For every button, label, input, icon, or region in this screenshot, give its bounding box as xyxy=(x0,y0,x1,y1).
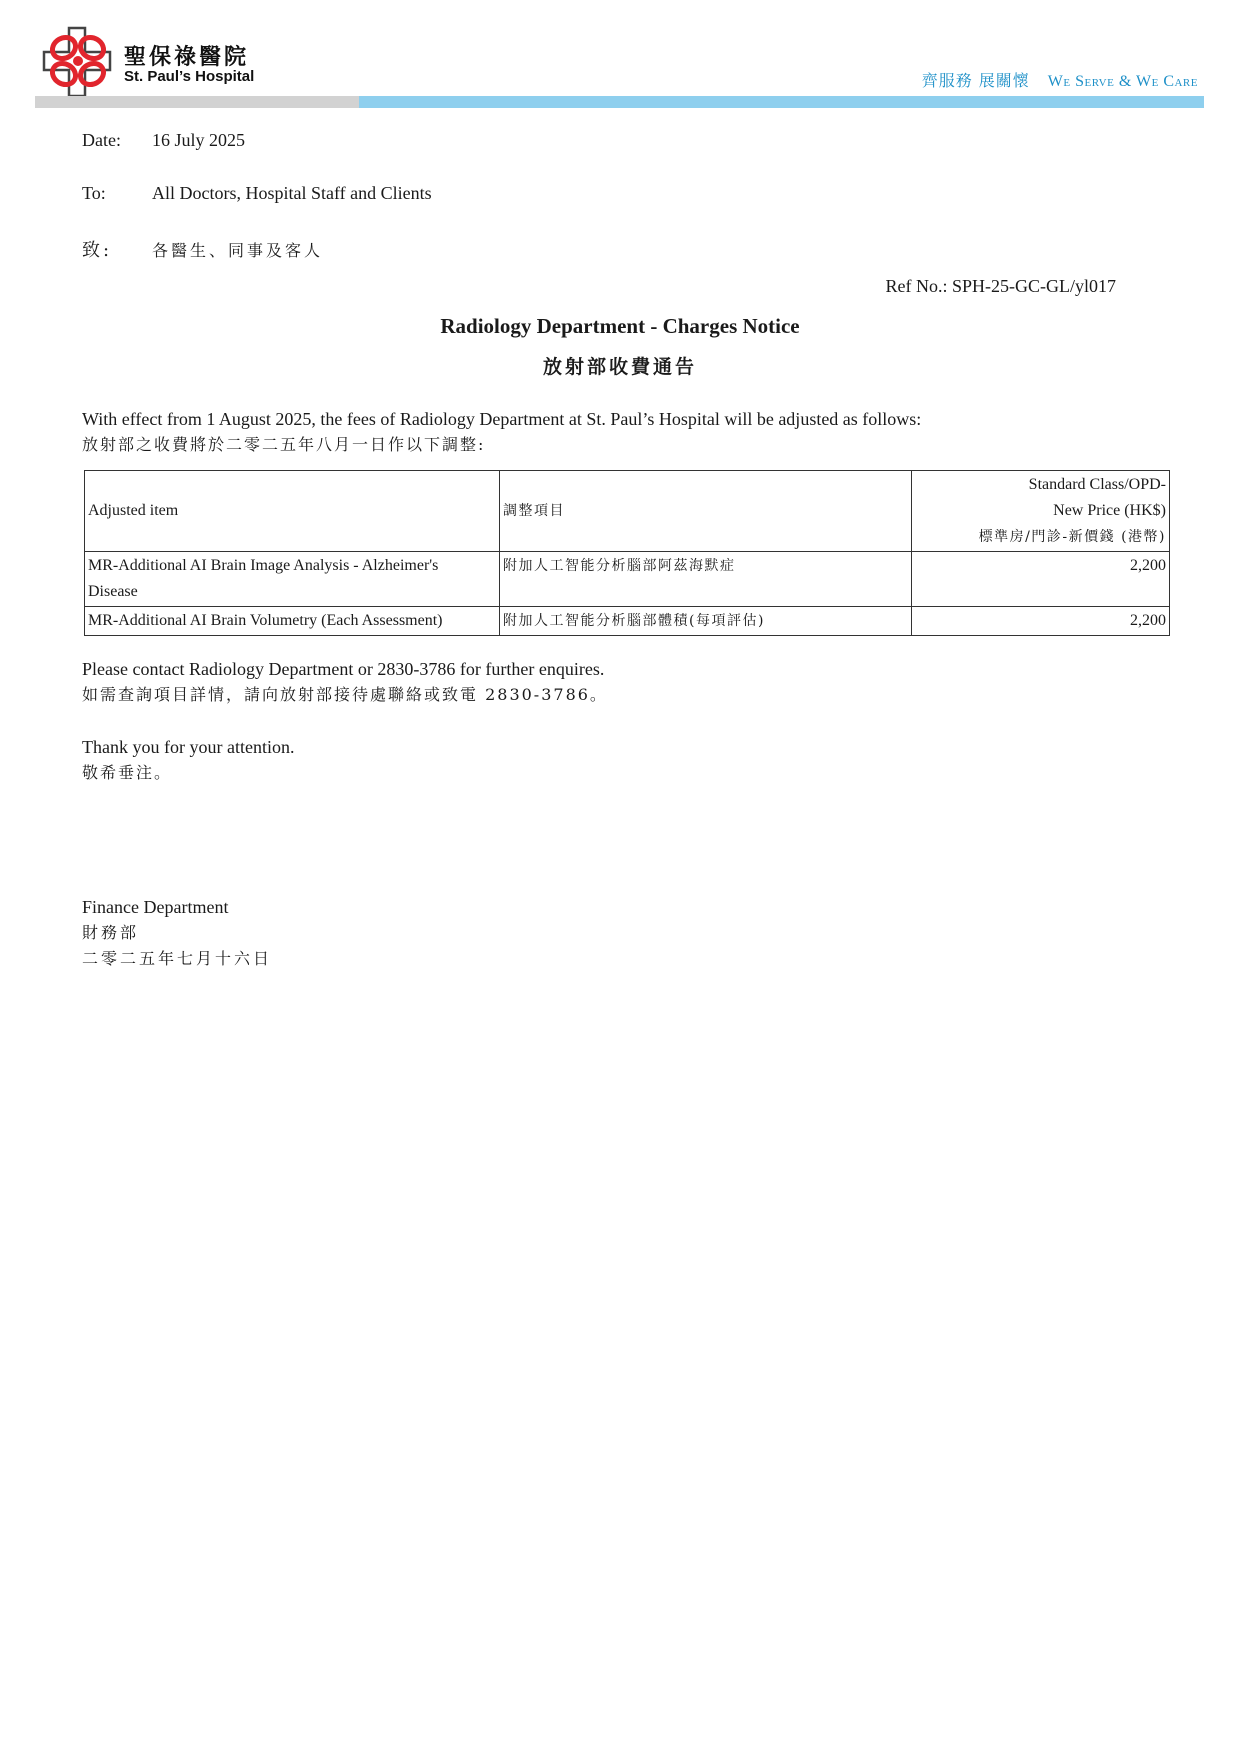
row-item-zh: 附加人工智能分析腦部阿茲海默症 xyxy=(500,552,912,607)
fee-table xyxy=(84,470,1170,636)
header-price xyxy=(912,471,1170,552)
signature-block xyxy=(82,894,272,972)
to-zh-label: 致: xyxy=(82,240,113,261)
date-row xyxy=(82,130,245,151)
intro-en: With effect from 1 August 2025, the fees of Radiology Department at St. Paul’s Hospital will be adjusted as follows: xyxy=(82,409,922,429)
table-row xyxy=(85,607,1170,636)
header-divider-blue xyxy=(359,96,1204,108)
contact-paragraph xyxy=(82,656,608,708)
tagline xyxy=(922,68,1198,91)
row-item-en xyxy=(85,552,500,607)
to-zh-value: 各醫生、同事及客人 xyxy=(152,241,324,260)
reference-number: Ref No.: SPH-25-GC-GL/yl017 xyxy=(885,276,1116,296)
thanks-paragraph xyxy=(82,734,294,786)
table-header-row xyxy=(85,471,1170,552)
header-divider-grey xyxy=(35,96,359,108)
hospital-logo-icon xyxy=(40,26,118,100)
table-row xyxy=(85,552,1170,607)
to-row xyxy=(82,183,432,204)
header-price-line2: New Price (HK$) xyxy=(1053,502,1166,519)
contact-zh: 如需查詢項目詳情，請向放射部接待處聯絡或致電 2830-3786。 xyxy=(82,685,608,704)
hospital-name-zh: 聖保祿醫院 xyxy=(124,44,250,70)
intro-paragraph xyxy=(82,406,921,458)
header-item-en: Adjusted item xyxy=(85,471,500,552)
to-label: To: xyxy=(82,183,106,203)
to-zh-row xyxy=(82,236,323,262)
date-label: Date: xyxy=(82,130,121,150)
notice-title-zh: 放射部收費通告 xyxy=(542,356,697,378)
thanks-en: Thank you for your attention. xyxy=(82,737,295,757)
date-value: 16 July 2025 xyxy=(152,130,246,150)
header-price-line1: Standard Class/OPD- xyxy=(1028,476,1166,493)
header-price-zh: 標準房/門診-新價錢 (港幣) xyxy=(978,529,1166,545)
contact-en: Please contact Radiology Department or 2830-3786 for further enquires. xyxy=(82,659,605,679)
thanks-zh: 敬希垂注。 xyxy=(82,763,173,782)
intro-zh: 放射部之收費將於二零二五年八月一日作以下調整: xyxy=(82,435,486,454)
to-value: All Doctors, Hospital Staff and Clients xyxy=(152,183,432,203)
signature-dept-zh: 財務部 xyxy=(82,923,140,942)
notice-title-en: Radiology Department - Charges Notice xyxy=(440,314,800,338)
signature-dept-en: Finance Department xyxy=(82,897,229,917)
row-item-zh: 附加人工智能分析腦部體積(每項評估) xyxy=(500,607,912,636)
row-price: 2,200 xyxy=(912,607,1170,636)
hospital-name-en: St. Paul’s Hospital xyxy=(124,68,255,85)
row-item-en-line2: Disease xyxy=(88,583,138,600)
header-item-zh: 調整項目 xyxy=(500,471,912,552)
signature-date-zh: 二零二五年七月十六日 xyxy=(82,949,273,968)
tagline-zh: 齊服務 展關懷 xyxy=(921,71,1030,90)
row-item-en-line1: MR-Additional AI Brain Image Analysis - Alzheimer's xyxy=(88,557,439,574)
row-price: 2,200 xyxy=(912,552,1170,607)
row-item-en: MR-Additional AI Brain Volumetry (Each Assessment) xyxy=(85,607,500,636)
tagline-en: We Serve & We Care xyxy=(1047,73,1198,90)
